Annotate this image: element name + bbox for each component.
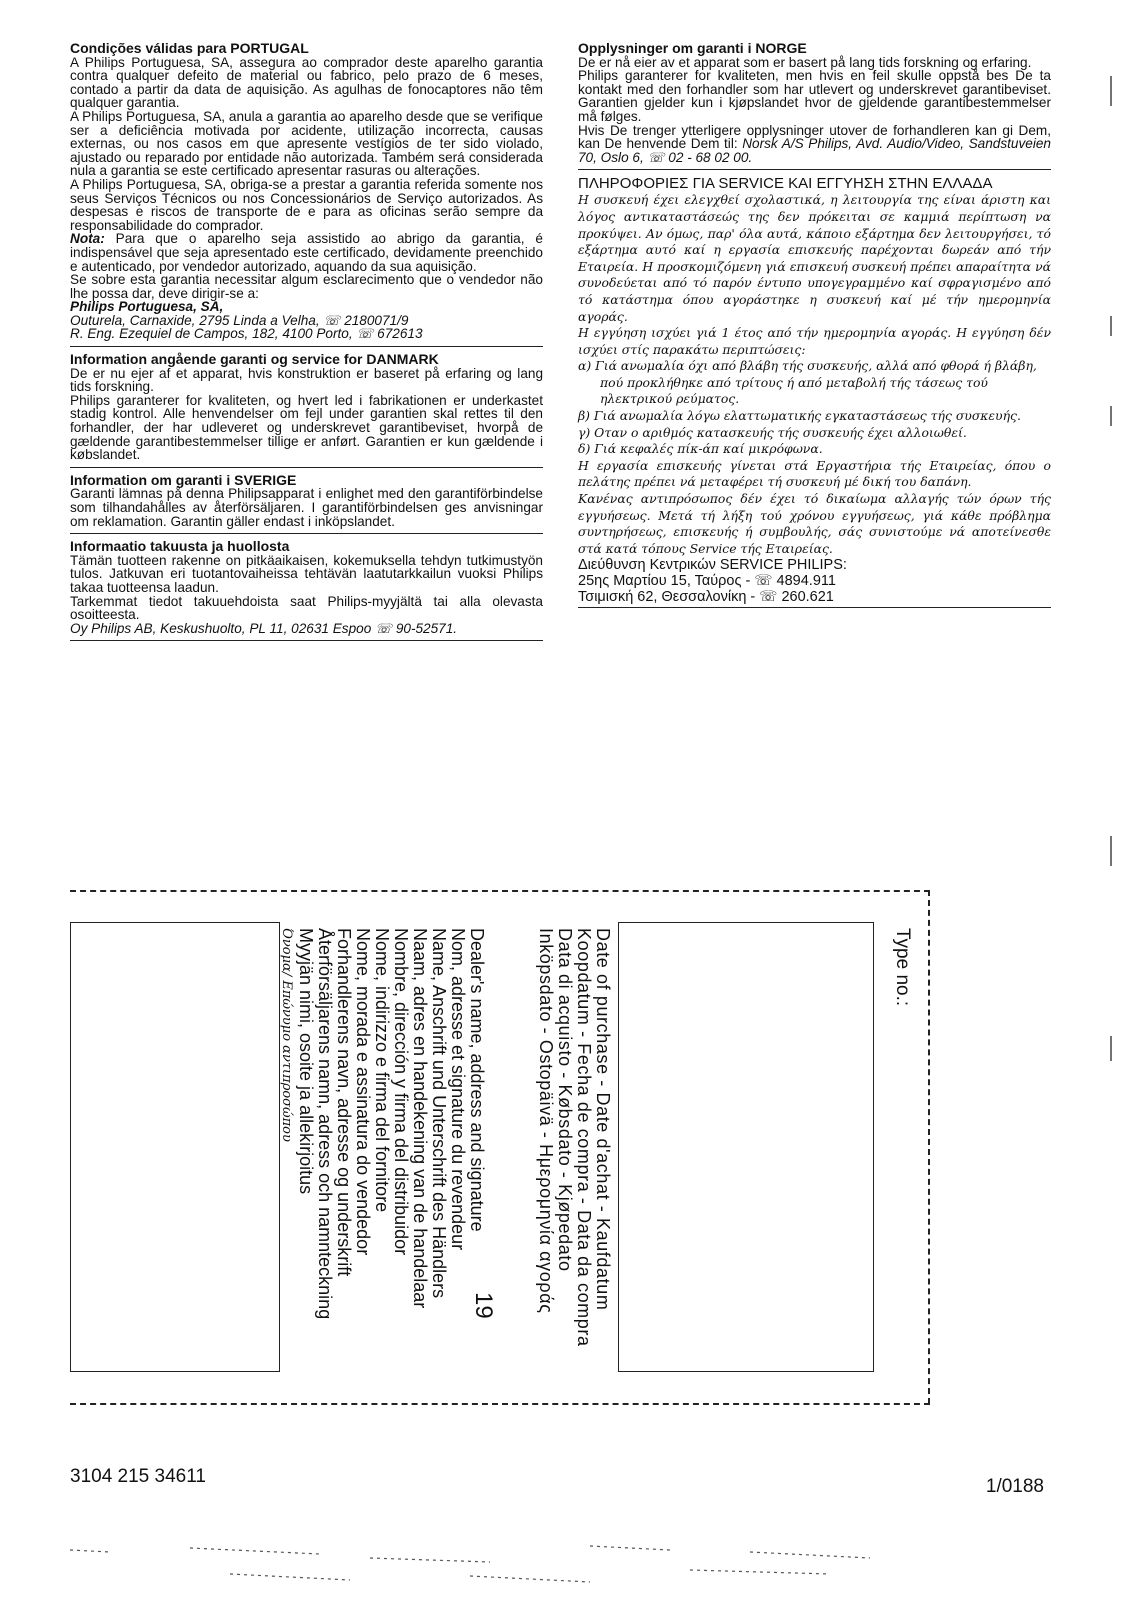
norge-section bbox=[578, 42, 1051, 170]
cut-line-top bbox=[70, 890, 930, 892]
type-number-label: Type no.: bbox=[892, 928, 913, 1007]
dealer-label-line: Naam, adres en handekening van de handelaar bbox=[410, 928, 430, 1309]
portugal-heading: Condições válidas para PORTUGAL bbox=[70, 40, 309, 56]
date-label-line: Koopdatum - Fecha de compra - Data da compra bbox=[574, 928, 594, 1347]
cut-line-bottom bbox=[70, 1403, 930, 1405]
suomi-section bbox=[70, 540, 543, 641]
dealer-label-line: Myyjän nimi, osoite ja allekirjoitus bbox=[296, 928, 316, 1195]
portugal-paragraph-3: A Philips Portuguesa, SA, obriga-se a prestar a garantia referida somente nos seus Serviços Técnicos ou nos Concessionários de Serviço autorizados. As despesas e riscos de transporte de e para as oficinas serão sempre da responsabilidade do comprador. bbox=[70, 176, 543, 233]
portugal-note-text: Para que o aparelho seja assistido ao abrigo da garantia, é indispensável que seja apresentado este certificado, devidamente preenchido e autenticado, por vendedor autorizado, aquando da sua aquisição. bbox=[70, 231, 543, 274]
portugal-note bbox=[70, 232, 543, 273]
purchase-date-labels bbox=[536, 928, 612, 1347]
portugal-paragraph-2: A Philips Portuguesa, SA, anula a garantia ao aparelho desde que se verifique ser a deficiência motivada por acidente, utilização incorrecta, causas externas, ou nos casos em que apresente vestígios de ter sido violado, ajustado ou reparado por entidade não autorizada. Também será considerada nula a garantia se este certificado apresentar rasuras ou alterações. bbox=[70, 108, 543, 179]
list-item: δ) Γιά κεφαλές πίκ-άπ καί μικρόφωνα. bbox=[578, 441, 823, 457]
portugal-note-label: Nota: bbox=[70, 231, 105, 247]
dealer-label-line: Όνομα/ Επώνυμο αντιπροσώπου bbox=[279, 928, 294, 1142]
portugal-company: Philips Portuguesa, SA, bbox=[70, 299, 224, 315]
date-label-line: Data di acquisto - Købsdato - Kjøpedato bbox=[555, 928, 575, 1272]
ellada-paragraph-4: Κανένας αντιπρόσωπος δέν έχει τό δικαίωμα αλλαγής τών όρων τής εγγυήσεως. Μετά τή λήξη τού χρόνου εγγυήσεως, γιά κάθε πρόβλημα συντηρήσεως, επισκευής ή συμβουλής, σάς συνιστούμε νά αποτείνεσθε στά κατά τόπους Service τής Εταιρείας. bbox=[578, 491, 1051, 556]
dealer-label-line: Dealer's name, address and signature bbox=[467, 928, 487, 1232]
left-column bbox=[70, 42, 543, 647]
dealer-label-line: Återförsäljarens namn, adress och namnteckning bbox=[315, 928, 335, 1320]
ellada-heading: ΠΛΗΡΟΦΟΡΙΕΣ ΓΙΑ SERVICE ΚΑΙ ΕΓΓΥΗΣΗ ΣΤΗΝ ΕΛΛΑΔΑ bbox=[578, 175, 993, 193]
list-item: γ) Οταν ο αριθμός κατασκευής τής συσκευής έχει αλλοιωθεί. bbox=[578, 424, 967, 440]
ellada-exclusion-list bbox=[578, 358, 1051, 458]
date-label-line: Inköpsdato - Ostopäivä - Ημερομηνία αγοράς bbox=[536, 928, 556, 1314]
document-reference: 1/0188 bbox=[985, 1476, 1044, 1497]
norge-paragraph-3 bbox=[578, 124, 1051, 165]
portugal-address-2: R. Eng. Ezequiel de Campos, 182, 4100 Porto, ☏ 672613 bbox=[70, 326, 423, 342]
ellada-contact bbox=[578, 557, 1051, 608]
dealer-label-line: Nome, indirizzo e firma del fornitore bbox=[372, 928, 392, 1213]
purchase-date-box[interactable] bbox=[618, 922, 874, 1372]
dealer-label-line: Nombre, dirección y firma del distribuidor bbox=[391, 928, 411, 1256]
ellada-section bbox=[578, 176, 1051, 613]
scan-edge-marks bbox=[1108, 76, 1116, 1336]
danmark-section bbox=[70, 353, 543, 468]
ellada-paragraph-3: Η εργασία επισκευής γίνεται στά Εργαστήρια τής Εταιρείας, όπου ο πελάτης πρέπει νά μεταφέρει τή συσκευή μέ δική του δαπάνη. bbox=[578, 457, 1051, 490]
ellada-contact-1: Διεύθυνση Κεντρικών SERVICE PHILIPS: bbox=[578, 557, 847, 574]
list-item: β) Γιά ανωμαλία λόγω ελαττωματικής εγκαταστάσεως τής συσκευής. bbox=[578, 408, 1021, 424]
dealer-label-line: Nom, adresse et signature du revendeur bbox=[448, 928, 468, 1251]
suomi-address: Oy Philips AB, Keskushuolto, PL 11, 02631 Espoo ☏ 90-52571. bbox=[70, 620, 458, 636]
suomi-paragraph-1: Tämän tuotteen rakenne on pitkäaikaisen, kokemuksella tehdyn tutkimustyön tulos. Jatkuvan eri tuotantovaiheissa tehtävän laatutarkkailun vuoksi Philips takaa tuotteensa laadun. bbox=[70, 552, 543, 595]
page-number: 19 bbox=[470, 1292, 497, 1319]
document-code: 3104 215 34611 bbox=[70, 1466, 206, 1487]
scan-noise-marks bbox=[70, 1540, 1050, 1590]
portugal-paragraph-4: Se sobre esta garantia necessitar algum esclarecimento que o vendedor não lhe possa dar, deve dirigir-se a: bbox=[70, 272, 543, 301]
sverige-section bbox=[70, 471, 543, 534]
date-label-line: Date of purchase - Date d'achat - Kaufdatum bbox=[593, 928, 613, 1311]
suomi-paragraph-2: Tarkemmat tiedot takuuehdoista saat Philips-myyjältä tai alla olevasta osoitteesta. bbox=[70, 593, 543, 623]
dealer-label-line: Forhandlerens navn, adresse og underskrift bbox=[334, 928, 354, 1277]
dealer-label-line: Nome, morada e assinatura do vendedor bbox=[353, 928, 373, 1256]
ellada-paragraph-2: Η εγγύηση ισχύει γιά 1 έτος από τήν ημερομηνία αγοράς. Η εγγύηση δέν ισχύει στίς παρακάτω περιπτώσεις: bbox=[578, 325, 1051, 357]
portugal-address-1: Outurela, Carnaxide, 2795 Linda a Velha, ☏ 2180071/9 bbox=[70, 312, 409, 328]
portugal-paragraph-1: A Philips Portuguesa, SA, assegura ao comprador deste aparelho garantia contra qualquer defeito de material ou fabrico, pelo prazo de 6 meses, contado a partir da data de aquisição. As agulhas de fonocaptores não têm qualquer garantia. bbox=[70, 54, 543, 111]
danmark-paragraph-2: Philips garanterer for kvaliteten, og hvert led i fabrikationen er underkastet stadig kontrol. Alle henvendelser om fejl under garantien skal rettes til den forhandler, der har udleveret og underskrevet garantibeviset, hvorpå de gældende garantibestemmelser tillige er anført. Garantien er kun gældende i købslandet. bbox=[70, 392, 543, 463]
norge-heading: Opplysninger om garanti i NORGE bbox=[578, 40, 807, 56]
ellada-contact-3: Τσιμισκή 62, Θεσσαλονίκη - ☏ 260.621 bbox=[578, 589, 1051, 608]
dealer-label-line: Name, Anschrift und Unterschrift des Händlers bbox=[429, 928, 449, 1299]
danmark-paragraph-1: De er nu ejer af et apparat, hvis konstruktion er baseret på erfaring og lang tids forskning. bbox=[70, 365, 543, 395]
suomi-heading: Informaatio takuusta ja huollosta bbox=[70, 538, 290, 555]
dealer-labels bbox=[277, 928, 486, 1319]
cut-line-right bbox=[928, 890, 930, 1404]
right-column bbox=[578, 42, 1051, 619]
sverige-heading: Information om garanti i SVERIGE bbox=[70, 471, 297, 488]
norge-paragraph-2: Philips garanterer for kvaliteten, men hvis en feil skulle oppstå bes De ta kontakt med den forhandler som har utlevert og underskrevet garantibeviset. Garantien gjelder kun i kjøpslandet hvor de gjeldende garantibestemmelser må følges. bbox=[578, 68, 1051, 124]
ellada-paragraph-1: Η συσκευή έχει ελεγχθεί σχολαστικά, η λειτουργία της είναι άριστη και λόγος αντικαταστάσεώς της δεν πρόκειται σε καμμιά περίπτωση να προκύψει. Αν όμως, παρ' όλα αυτά, κάποιο εξάρτημα δεν λειτουργήσει, τό εξάρτημα αυτό καί η εργασία επισκευής παρέχονται δωρεάν από τήν Εταιρεία. Η προσκομιζόμενη γιά επισκευή συσκευή πρέπει απαραίτητα νά συνοδεύεται από τό παρόν έντυπο υπογεγραμμένο καί σφραγισμένο από τό κατάστημα όπου αγοράστηκε η συσκευή καί μέ τήν ημερομηνία αγοράς. bbox=[578, 192, 1051, 324]
portugal-section bbox=[70, 42, 543, 347]
sverige-paragraph-1: Garanti lämnas på denna Philipsapparat i enlighet med den garantiförbindelse som tilhandahålles av återförsäljaren. I garantiförbindelsen ges anvisningar om reklamation. Garantin gäller endast i inköpslandet. bbox=[70, 486, 543, 529]
list-item: α) Γιά ανωμαλία όχι από βλάβη τής συσκευής, αλλά από φθορά ή βλάβη, πού προκλήθηκε από τρίτους ή από μεταβολή τής τάσεως τού ηλεκτρικού ρεύματος. bbox=[578, 358, 1037, 407]
ellada-contact-2: 25ης Μαρτίου 15, Ταύρος - ☏ 4894.911 bbox=[578, 573, 836, 590]
norge-paragraph-3-text: Hvis De trenger ytterligere opplysninger utover de forhandleren kan gi Dem, kan De henvende Dem til: bbox=[578, 122, 1051, 152]
ellada-body bbox=[578, 192, 1051, 557]
norge-address: Norsk A/S Philips, Avd. Audio/Video, Sandstuveien 70, Oslo 6, ☏ 02 - 68 02 00. bbox=[578, 136, 1051, 165]
dealer-signature-box[interactable] bbox=[70, 922, 280, 1372]
danmark-heading: Information angående garanti og service for DANMARK bbox=[70, 351, 439, 368]
norge-paragraph-1: De er nå eier av et apparat som er basert på lang tids forskning og erfaring. bbox=[578, 54, 1032, 70]
